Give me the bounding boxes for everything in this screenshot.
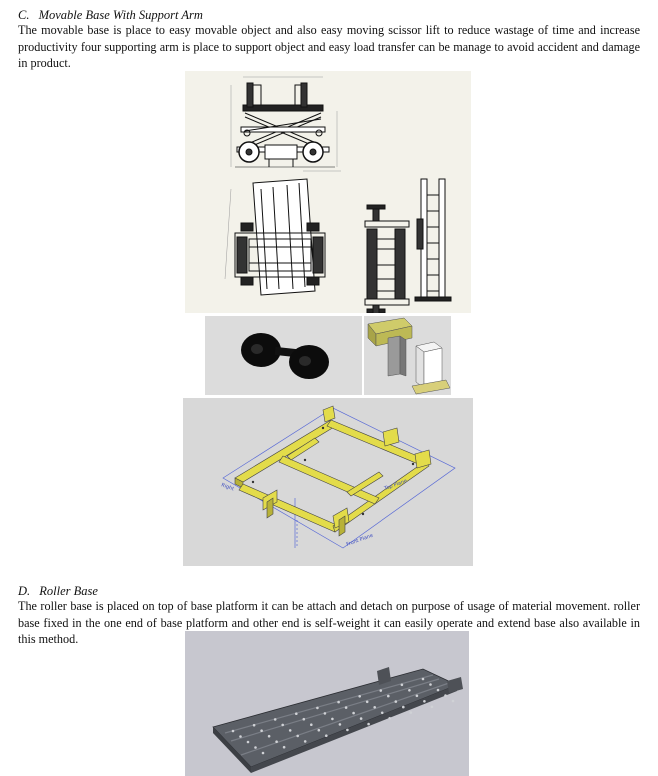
- plate-hole: [380, 689, 383, 692]
- roller-base-render: [185, 631, 469, 776]
- section-d-heading: [18, 584, 98, 598]
- plate-hole: [360, 717, 363, 720]
- plate-hole: [262, 752, 265, 755]
- section-d-title: Roller Base: [39, 584, 98, 598]
- plate-hole: [310, 723, 313, 726]
- plate-hole: [260, 729, 263, 732]
- plate-hole: [429, 683, 432, 686]
- plate-hole: [339, 723, 342, 726]
- plate-hole: [337, 701, 340, 704]
- plate-hole: [283, 746, 286, 749]
- plate-hole: [318, 729, 321, 732]
- plate-hole: [303, 718, 306, 721]
- plate-hole: [381, 712, 384, 715]
- plate-hole: [295, 712, 298, 715]
- plate-hole: [275, 740, 278, 743]
- plate-hole: [408, 689, 411, 692]
- plate-hole: [452, 700, 455, 703]
- scissor-lift-drawing: [185, 71, 471, 313]
- cropped-top-shape: [30, 0, 70, 4]
- plate-hole: [316, 707, 319, 710]
- plate-hole: [232, 730, 235, 733]
- plate-hole: [416, 695, 419, 698]
- plate-hole: [268, 735, 271, 738]
- section-c-paragraph: The movable base is place to easy movable object and also easy moving scissor lift to reduce wastage of time and increase productivity four supporting arm is place to support object and easy load transfer can be manage to avoid accident and damage in product.: [18, 23, 640, 70]
- plate-hole: [254, 746, 257, 749]
- plate-hole: [395, 700, 398, 703]
- plate-hole: [367, 723, 370, 726]
- plate-hole: [345, 706, 348, 709]
- wheel-axle-render: [205, 316, 362, 395]
- plate-hole: [358, 695, 361, 698]
- plate-hole: [402, 706, 405, 709]
- plate-hole: [352, 712, 355, 715]
- plate-hole: [388, 717, 391, 720]
- plate-hole: [366, 701, 369, 704]
- plate-hole: [387, 695, 390, 698]
- right-plane-label: Right: [220, 482, 235, 493]
- section-c-heading: [18, 8, 203, 22]
- plate-hole: [274, 718, 277, 721]
- plate-hole: [444, 694, 447, 697]
- plate-hole: [346, 729, 349, 732]
- plate-hole: [296, 735, 299, 738]
- plate-hole: [281, 724, 284, 727]
- section-d-paragraph: The roller base is placed on top of base platform it can be attach and detach on purpose of usage of material movement. roller base fixed in the one end of base platform and other end is self-weight it can easily operate and extend base also available in this method.: [18, 599, 640, 646]
- section-c-title: Movable Base With Support Arm: [38, 8, 203, 22]
- plate-hole: [239, 735, 242, 738]
- plate-hole: [324, 712, 327, 715]
- top-plane-label: Top Plane: [383, 478, 409, 492]
- plate-hole: [373, 706, 376, 709]
- plate-hole: [422, 678, 425, 681]
- plate-hole: [410, 711, 413, 714]
- support-arm-render: [364, 316, 451, 395]
- plate-hole: [253, 724, 256, 727]
- plate-hole: [401, 684, 404, 687]
- plate-hole: [423, 700, 426, 703]
- section-d-number: D.: [18, 584, 31, 598]
- plate-hole: [325, 734, 328, 737]
- plate-hole: [247, 741, 250, 744]
- plate-hole: [331, 718, 334, 721]
- plate-hole: [431, 706, 434, 709]
- section-c-number: C.: [18, 8, 30, 22]
- plate-hole: [437, 689, 440, 692]
- plate-hole: [304, 740, 307, 743]
- plate-hole: [289, 729, 292, 732]
- front-plane-label: Front Plane: [345, 532, 374, 548]
- base-frame-render: [183, 398, 473, 566]
